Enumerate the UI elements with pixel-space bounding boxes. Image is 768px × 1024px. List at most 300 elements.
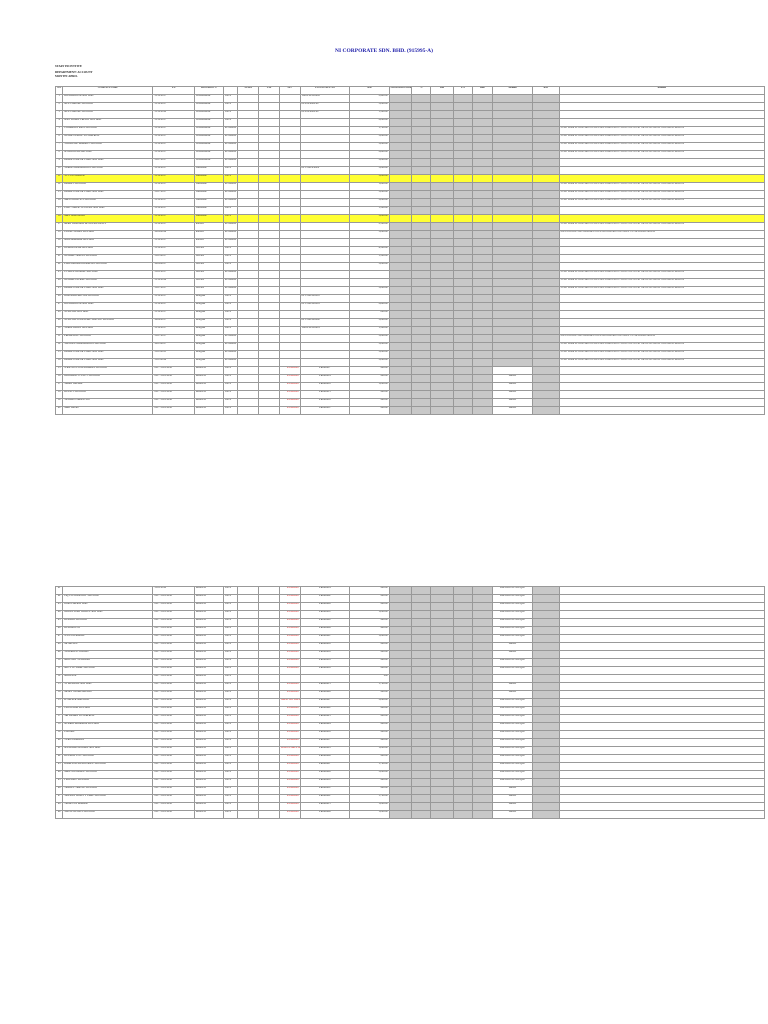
- invoice-number: PROBA16: [300, 643, 350, 651]
- management-cell: [453, 627, 472, 635]
- audit-date: [238, 319, 259, 327]
- payment-method: DEPOSITED CHEQUE: [493, 699, 532, 707]
- year-end: 30.06.2016: [153, 231, 194, 239]
- invoice-amount: 3,000.00: [350, 231, 389, 239]
- year-end: 2017 31.01.2018: [153, 803, 194, 811]
- management-cell: [453, 707, 472, 715]
- management-cell: [453, 287, 472, 295]
- row-number: 67: [56, 795, 63, 803]
- management-cell: [412, 659, 431, 667]
- table-row: [56, 731, 765, 739]
- table-row: [56, 343, 765, 351]
- audit-date: [238, 263, 259, 271]
- tax-date: [259, 683, 280, 691]
- management-cell: [532, 159, 559, 167]
- management-cell: [493, 151, 532, 159]
- audit-date: [238, 231, 259, 239]
- status-note: PENDING: [279, 739, 300, 747]
- incentive-table-bottom: [55, 586, 765, 819]
- invoice-number: [300, 151, 350, 159]
- management-cell: [412, 263, 431, 271]
- invoice-amount: 3,000.00: [350, 199, 389, 207]
- management-cell: [389, 755, 412, 763]
- row-number: 10: [56, 167, 63, 175]
- progress-status: PENDING: [223, 359, 238, 367]
- company-name: SRI ERMAN ENTERPRISE: [63, 715, 153, 723]
- remark: [559, 399, 764, 407]
- tax-date: [259, 635, 280, 643]
- management-cell: [431, 667, 454, 675]
- management-cell: [532, 343, 559, 351]
- management-cell: [412, 763, 431, 771]
- management-cell: [431, 795, 454, 803]
- year-end: 2017 31.01.2018: [153, 707, 194, 715]
- column-header: AUDIT: [238, 87, 259, 95]
- management-cell: [389, 723, 412, 731]
- management-cell: [389, 135, 412, 143]
- management-cell: [472, 191, 493, 199]
- progress-status: 100%: [223, 247, 238, 255]
- tax-date: [259, 303, 280, 311]
- management-cell: [389, 707, 412, 715]
- audit-date: [238, 603, 259, 611]
- management-cell: [472, 143, 493, 151]
- invoice-number: [300, 271, 350, 279]
- management-cell: [532, 319, 559, 327]
- invoice-amount: 900.00: [350, 723, 389, 731]
- remark: [559, 723, 764, 731]
- management-cell: [472, 755, 493, 763]
- management-cell: [472, 699, 493, 707]
- remark: [559, 239, 764, 247]
- year-end: 2017 31.01.2018: [153, 779, 194, 787]
- management-cell: [453, 651, 472, 659]
- management-cell: [532, 715, 559, 723]
- row-number: 33: [56, 351, 63, 359]
- management-cell: [412, 95, 431, 103]
- staff-name: MORYM: [194, 627, 223, 635]
- invoice-number: [300, 199, 350, 207]
- management-cell: [412, 127, 431, 135]
- year-end: 2017 31.01.2018: [153, 375, 194, 383]
- management-cell: [431, 111, 454, 119]
- invoice-amount: 3,000.00: [350, 135, 389, 143]
- staff-name: MORYM: [194, 675, 223, 683]
- management-cell: [453, 343, 472, 351]
- management-cell: [472, 175, 493, 183]
- remark: [559, 167, 764, 175]
- management-cell: [412, 383, 431, 391]
- tax-date: [259, 199, 280, 207]
- column-header: [223, 87, 238, 95]
- payment-method: BANK: [493, 375, 532, 383]
- invoice-amount: [350, 239, 389, 247]
- invoice-amount: 3,000.00: [350, 167, 389, 175]
- management-cell: [472, 327, 493, 335]
- year-end: 31.07.2017: [153, 335, 194, 343]
- remark: [559, 779, 764, 787]
- payment-method: DEPOSITED CHEQUE: [493, 707, 532, 715]
- row-number: 26: [56, 295, 63, 303]
- tax-date: [259, 279, 280, 287]
- management-cell: [453, 731, 472, 739]
- staff-name: MORYM: [194, 635, 223, 643]
- invoice-amount: 1,000.00: [350, 747, 389, 755]
- table-row: [56, 787, 765, 795]
- payment-method: BANK: [493, 811, 532, 819]
- management-cell: [532, 375, 559, 383]
- management-cell: [532, 811, 559, 819]
- invoice-amount: 3,000.00: [350, 215, 389, 223]
- tax-date: [259, 223, 280, 231]
- tax-date: [259, 675, 280, 683]
- sst-date: [279, 287, 300, 295]
- management-cell: [389, 763, 412, 771]
- tax-date: [259, 619, 280, 627]
- management-cell: [453, 191, 472, 199]
- table-row: [56, 619, 765, 627]
- management-cell: [532, 295, 559, 303]
- year-end: 2017 31.01.2018: [153, 691, 194, 699]
- remark: [559, 247, 764, 255]
- management-cell: [412, 643, 431, 651]
- status-note: PENDING: [279, 803, 300, 811]
- management-cell: [389, 651, 412, 659]
- year-end: 31.12.2017: [153, 135, 194, 143]
- year-end: 31.12.2018: [153, 111, 194, 119]
- management-cell: [431, 159, 454, 167]
- progress-status: 100%: [223, 715, 238, 723]
- staff-name: AFFAN: [194, 263, 223, 271]
- management-cell: [389, 247, 412, 255]
- table-row: [56, 335, 765, 343]
- management-cell: [389, 627, 412, 635]
- management-cell: [389, 635, 412, 643]
- status-note: PENDING: [279, 399, 300, 407]
- management-cell: [532, 359, 559, 367]
- management-cell: [532, 279, 559, 287]
- management-cell: [453, 351, 472, 359]
- tax-date: [259, 739, 280, 747]
- management-cell: [412, 303, 431, 311]
- management-cell: [431, 311, 454, 319]
- management-cell: [472, 335, 493, 343]
- year-end: 2017 31.01.2018: [153, 667, 194, 675]
- invoice-amount: 900.00: [350, 739, 389, 747]
- table-row: [56, 239, 765, 247]
- staff-name: SURIATANA: [194, 127, 223, 135]
- row-number: 29: [56, 319, 63, 327]
- management-cell: [431, 611, 454, 619]
- tax-date: [259, 659, 280, 667]
- invoice-number: INS/NI/0000/00: [300, 103, 350, 111]
- year-end: 2017 31.01.2018: [153, 699, 194, 707]
- management-cell: [431, 383, 454, 391]
- management-cell: [412, 771, 431, 779]
- management-cell: [453, 667, 472, 675]
- management-cell: [431, 95, 454, 103]
- row-number: 32: [56, 343, 63, 351]
- table-row: [56, 319, 765, 327]
- management-cell: [412, 747, 431, 755]
- management-cell: [453, 399, 472, 407]
- sst-date: [279, 95, 300, 103]
- staff-name: MORYM: [194, 787, 223, 795]
- company-name: GLOBE PLAZA - ENTERPRISE: [63, 135, 153, 143]
- management-cell: [453, 95, 472, 103]
- management-cell: [532, 367, 559, 375]
- year-end: 31.12.2017: [153, 327, 194, 335]
- management-cell: [431, 391, 454, 399]
- company-name: SAFWAN CORPORATION SDN BHD: [63, 343, 153, 351]
- management-cell: [412, 367, 431, 375]
- table-row: [56, 135, 765, 143]
- column-header: Y/N: [453, 87, 472, 95]
- invoice-number: PROBA21: [300, 635, 350, 643]
- remark: [559, 311, 764, 319]
- meta-line: DEPARTMENT: ACCOUNT: [55, 70, 93, 74]
- management-cell: [472, 127, 493, 135]
- row-number: 13: [56, 191, 63, 199]
- remark: [559, 603, 764, 611]
- year-end: 2017 31.01.2018: [153, 399, 194, 407]
- audit-date: [238, 691, 259, 699]
- year-end: 2017 31.01.2018: [153, 611, 194, 619]
- management-cell: [412, 295, 431, 303]
- invoice-number: PROBA08: [300, 603, 350, 611]
- tax-date: [259, 255, 280, 263]
- status-note: PENDING: [279, 367, 300, 375]
- company-name: MANTINI GRACE SDN BHD: [63, 771, 153, 779]
- year-end: 2017 31.01.2018: [153, 795, 194, 803]
- management-cell: [493, 215, 532, 223]
- management-cell: [453, 691, 472, 699]
- management-cell: [472, 667, 493, 675]
- invoice-amount: 3,000.00: [350, 319, 389, 327]
- management-cell: [532, 587, 559, 595]
- management-cell: [493, 207, 532, 215]
- tax-date: [259, 723, 280, 731]
- progress-status: 100%: [223, 651, 238, 659]
- management-cell: [412, 795, 431, 803]
- table-row: [56, 779, 765, 787]
- payment-method: DEPOSITED CHEQUE: [493, 635, 532, 643]
- invoice-amount: [350, 279, 389, 287]
- staff-name: AFFAN: [194, 255, 223, 263]
- management-cell: [472, 587, 493, 595]
- year-end: 31.12.2017: [153, 183, 194, 191]
- management-cell: [493, 255, 532, 263]
- year-end: 2017 31.01.2018: [153, 811, 194, 819]
- year-end: 31.12.2017: [153, 95, 194, 103]
- status-note: PENDING: [279, 595, 300, 603]
- management-cell: [532, 779, 559, 787]
- management-cell: [532, 383, 559, 391]
- management-cell: [431, 287, 454, 295]
- remark: START WORK IN APRIL MONTH. NEED DISCUSSION WITH CLIENTS ON CLEAR THE OUTSTAND B/F FOLLOWING MONTHS: [559, 271, 764, 279]
- management-cell: [431, 327, 454, 335]
- management-cell: [532, 231, 559, 239]
- table-row: [56, 375, 765, 383]
- tax-date: [259, 391, 280, 399]
- management-cell: [472, 375, 493, 383]
- row-number: 11: [56, 175, 63, 183]
- staff-name: Morgana: [194, 303, 223, 311]
- staff-name: Morgana: [194, 319, 223, 327]
- tax-date: [259, 151, 280, 159]
- row-number: 60: [56, 739, 63, 747]
- tax-date: [259, 271, 280, 279]
- management-cell: [412, 811, 431, 819]
- management-cell: [493, 143, 532, 151]
- staff-name: Morgana: [194, 311, 223, 319]
- management-cell: [412, 327, 431, 335]
- progress-status: 100%: [223, 611, 238, 619]
- management-cell: [532, 119, 559, 127]
- invoice-number: PROBA02: [300, 595, 350, 603]
- management-cell: [389, 183, 412, 191]
- company-name: TRMSEC TRAVEL SDN BHD: [63, 787, 153, 795]
- management-cell: [472, 635, 493, 643]
- management-cell: [389, 231, 412, 239]
- row-number: 3: [56, 111, 63, 119]
- invoice-amount: 3,000.00: [350, 191, 389, 199]
- status-note: PENDING: [279, 659, 300, 667]
- management-cell: [453, 635, 472, 643]
- management-cell: [412, 651, 431, 659]
- row-number: 5: [56, 127, 63, 135]
- progress-status: 100%: [223, 683, 238, 691]
- table-row: [56, 191, 765, 199]
- table-row: [56, 255, 765, 263]
- management-cell: [532, 215, 559, 223]
- column-header: NO.: [56, 87, 63, 95]
- management-cell: [453, 175, 472, 183]
- staff-name: Morgana: [194, 351, 223, 359]
- sst-date: [279, 119, 300, 127]
- progress-status: PENDING: [223, 143, 238, 151]
- staff-name: SURIATANA: [194, 135, 223, 143]
- tax-date: [259, 311, 280, 319]
- remark: [559, 587, 764, 595]
- management-cell: [532, 667, 559, 675]
- management-cell: [389, 691, 412, 699]
- status-note: PENDING: [279, 667, 300, 675]
- progress-status: 100%: [223, 707, 238, 715]
- management-cell: [412, 239, 431, 247]
- management-cell: [389, 383, 412, 391]
- tax-date: [259, 287, 280, 295]
- management-cell: [389, 239, 412, 247]
- audit-date: [238, 247, 259, 255]
- remark: NEED FINALISE AND AGREEMENT ON SALES PORTION COST ISSUE C/F FOLLOWING MONTH: [559, 335, 764, 343]
- progress-status: 100%: [223, 699, 238, 707]
- management-cell: [493, 95, 532, 103]
- invoice-number: PROBA13: [300, 683, 350, 691]
- payment-method: DEPOSITED CHEQUE: [493, 755, 532, 763]
- status-note: PENDING: [279, 771, 300, 779]
- management-cell: [412, 375, 431, 383]
- management-cell: [472, 739, 493, 747]
- year-end: 31.12.2017: [153, 151, 194, 159]
- management-cell: [389, 399, 412, 407]
- company-name: STRATEGIC MARKET SDN BHD: [63, 143, 153, 151]
- company-name: KONSORTIUM SDN BHD: [63, 303, 153, 311]
- remark: [559, 407, 764, 415]
- company-name: KAMPUNG KUATI PRICE SDN BHD: [63, 763, 153, 771]
- audit-date: [238, 383, 259, 391]
- management-cell: [453, 223, 472, 231]
- management-cell: [453, 747, 472, 755]
- payment-method: DEPOSITED CHEQUE: [493, 595, 532, 603]
- tax-date: [259, 343, 280, 351]
- management-cell: [412, 611, 431, 619]
- sst-date: [279, 143, 300, 151]
- invoice-number: PROBA16: [300, 667, 350, 675]
- remark: [559, 691, 764, 699]
- management-cell: [389, 715, 412, 723]
- management-cell: [412, 699, 431, 707]
- staff-name: MORYM: [194, 795, 223, 803]
- management-cell: [431, 119, 454, 127]
- management-cell: [532, 223, 559, 231]
- table-row: [56, 399, 765, 407]
- management-cell: [532, 651, 559, 659]
- management-cell: [453, 183, 472, 191]
- invoice-number: PROBA22: [300, 707, 350, 715]
- sst-date: [279, 247, 300, 255]
- tax-date: [259, 651, 280, 659]
- tax-date: [259, 191, 280, 199]
- management-cell: [412, 167, 431, 175]
- year-end: 2017 31.01.2018: [153, 659, 194, 667]
- management-cell: [412, 755, 431, 763]
- remark: [559, 715, 764, 723]
- payment-method: DEPOSITED CHEQUE: [493, 627, 532, 635]
- management-cell: [431, 731, 454, 739]
- management-cell: [412, 707, 431, 715]
- audit-date: [238, 143, 259, 151]
- sst-date: [279, 303, 300, 311]
- remark: [559, 159, 764, 167]
- row-number: 62: [56, 755, 63, 763]
- invoice-amount: 900.00: [350, 619, 389, 627]
- audit-date: [238, 343, 259, 351]
- status-note: PENDING: [279, 779, 300, 787]
- invoice-number: PROBA14: [300, 375, 350, 383]
- invoice-amount: 1,500.00: [350, 255, 389, 263]
- invoice-amount: 2,600.00: [350, 151, 389, 159]
- company-name: BRADIT ERPS & CHAN SDN BHD: [63, 351, 153, 359]
- invoice-amount: 2,000.00: [350, 119, 389, 127]
- management-cell: [389, 95, 412, 103]
- management-cell: [431, 723, 454, 731]
- management-cell: [389, 103, 412, 111]
- year-end: 31.12.2017: [153, 119, 194, 127]
- progress-status: 100%: [223, 771, 238, 779]
- management-cell: [493, 295, 532, 303]
- tax-date: [259, 763, 280, 771]
- remark: START WORK IN APRIL MONTH. NEED DISCUSSION WITH CLIENTS ON CLEAR THE OUTSTAND B/F FOLLOWING MONTHS: [559, 351, 764, 359]
- progress-status: 100%: [223, 95, 238, 103]
- management-cell: [472, 611, 493, 619]
- management-cell: [412, 247, 431, 255]
- row-number: 44: [56, 611, 63, 619]
- row-number: 55: [56, 699, 63, 707]
- year-end: 2017 31.01.2018: [153, 739, 194, 747]
- invoice-number: [300, 263, 350, 271]
- year-end: 2017 31.01.2018: [153, 755, 194, 763]
